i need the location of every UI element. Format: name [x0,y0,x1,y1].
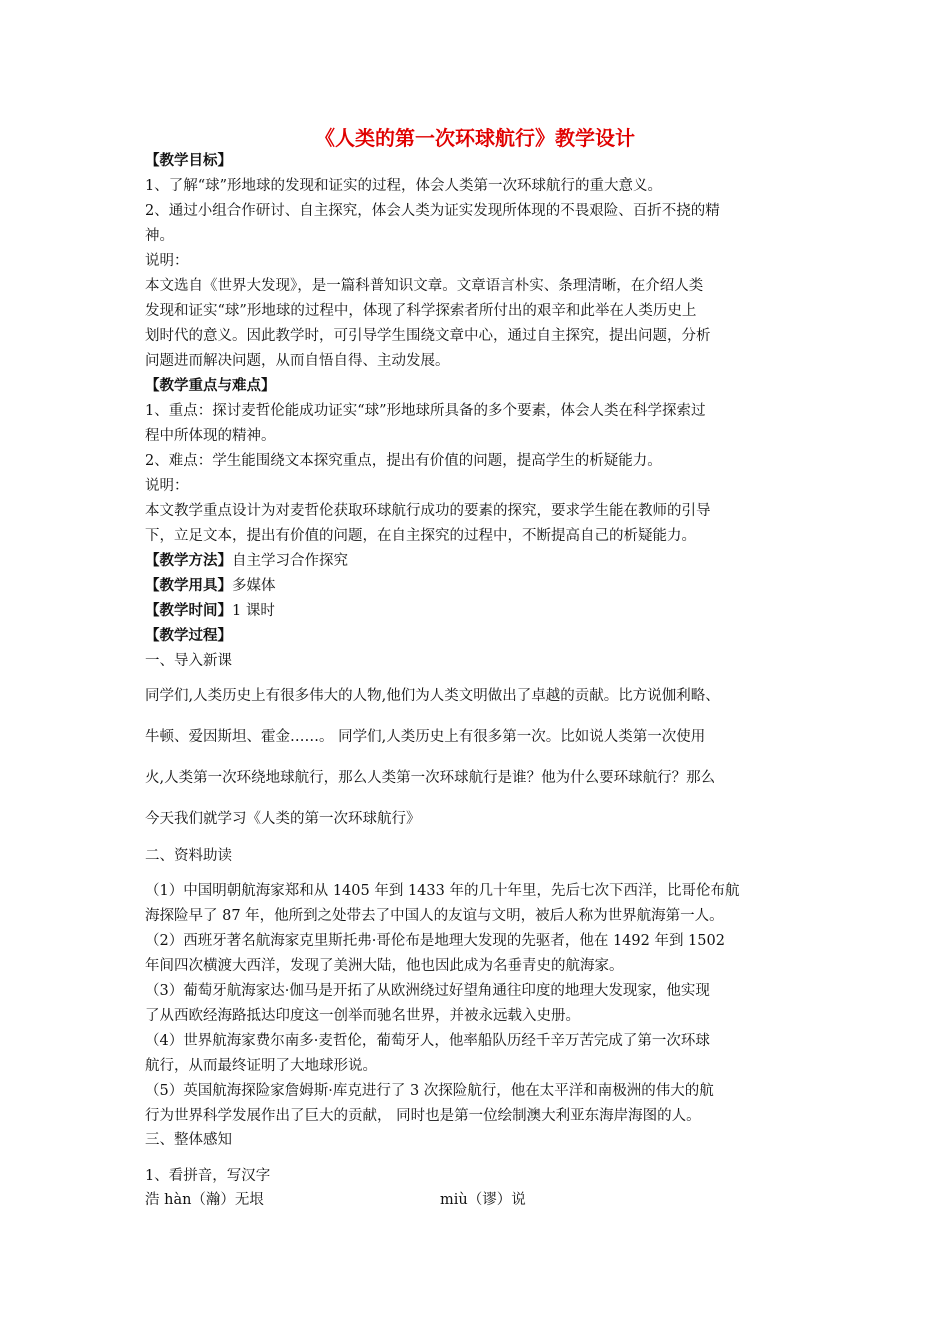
key-points-note-label: 说明： [145,478,189,494]
reading-3-line-2: 了从西欧经海路抵达印度这一创举而驰名世界，并被永远载入史册。 [145,1008,580,1024]
tools-label: 【教学用具】 [145,578,232,594]
goals-note-line-1: 本文选自《世界大发现》，是一篇科普知识文章。文章语言朴实、条理清晰，在介绍人类 [145,278,704,294]
page-title: 《人类的第一次环球航行》教学设计 [315,126,635,150]
goals-note-line-2: 发现和证实“球”形地球的过程中，体现了科学探索者所付出的艰辛和此举在人类历史上 [145,303,697,319]
reading-2-line-2: 年间四次横渡大西洋，发现了美洲大陆，他也因此成为名垂青史的航海家。 [145,958,624,974]
key-points-heading: 【教学重点与难点】 [145,378,276,394]
tools-line [145,576,276,596]
key-point-1-line-1: 1、重点：探讨麦哲伦能成功证实“球”形地球所具备的多个要素，体会人类在科学探索过 [145,403,706,419]
part1-line-2: 牛顿、爱因斯坦、霍金……。 同学们,人类历史上有很多第一次。比如说人类第一次使用 [145,729,706,745]
part1-heading: 一、导入新课 [145,653,232,669]
part1-line-4: 今天我们就学习《人类的第一次环球航行》 [145,811,421,827]
key-point-2: 2、难点：学生能围绕文本探究重点，提出有价值的问题，提高学生的析疑能力。 [145,453,662,469]
time-value: 1 课时 [232,603,275,619]
part1-line-1: 同学们,人类历史上有很多伟大的人物,他们为人类文明做出了卓越的贡献。比方说伽利略、 [145,688,720,704]
tools-value: 多媒体 [232,578,276,594]
reading-5-line-1: （5）英国航海探险家詹姆斯·库克进行了 3 次探险航行，他在太平洋和南极洲的伟大的航 [145,1083,714,1099]
reading-1-line-1: （1）中国明朝航海家郑和从 1405 年到 1433 年的几十年里，先后七次下西洋，比哥伦布航 [145,883,740,899]
key-point-1-line-2: 程中所体现的精神。 [145,428,276,444]
reading-1-line-2: 海探险早了 87 年，他所到之处带去了中国人的友谊与文明，被后人称为世界航海第一人。 [145,908,724,924]
key-points-note-line-2: 下，立足文本，提出有价值的问题，在自主探究的过程中，不断提高自己的析疑能力。 [145,528,696,544]
part2-heading: 二、资料助读 [145,848,232,864]
key-points-note-line-1: 本文教学重点设计为对麦哲伦获取环球航行成功的要素的探究，要求学生能在教师的引导 [145,503,711,519]
process-heading: 【教学过程】 [145,628,232,644]
part1-line-3: 火,人类第一次环绕地球航行，那么人类第一次环球航行是谁？他为什么要环球航行？那么 [145,770,716,786]
goal-item-1: 1、了解“球”形地球的发现和证实的过程，体会人类第一次环球航行的重大意义。 [145,178,663,194]
time-line [145,601,275,621]
goal-item-2-line-1: 2、通过小组合作研讨、自主探究，体会人类为证实发现所体现的不畏艰险、百折不挠的精 [145,203,720,219]
method-value: 自主学习合作探究 [232,553,348,569]
goals-note-line-4: 问题进而解决问题，从而自悟自得、主动发展。 [145,353,450,369]
goals-note-line-3: 划时代的意义。因此教学时，可引导学生围绕文章中心，通过自主探究，提出问题，分析 [145,328,711,344]
pinyin-word-1: 浩 hàn（瀚）无垠 [145,1192,264,1208]
reading-3-line-1: （3）葡萄牙航海家达·伽马是开拓了从欧洲绕过好望角通往印度的地理大发现家，他实现 [145,983,710,999]
reading-2-line-1: （2）西班牙著名航海家克里斯托弗·哥伦布是地理大发现的先驱者，他在 1492 年到 1502 [145,933,725,949]
goals-heading: 【教学目标】 [145,153,232,169]
reading-4-line-1: （4）世界航海家费尔南多·麦哲伦，葡萄牙人，他率船队历经千辛万苦完成了第一次环球 [145,1033,710,1049]
reading-4-line-2: 航行，从而最终证明了大地球形说。 [145,1058,377,1074]
exercise-1-heading: 1、看拼音，写汉字 [145,1168,271,1184]
method-label: 【教学方法】 [145,553,232,569]
reading-5-line-2: 行为世界科学发展作出了巨大的贡献， 同时也是第一位绘制澳大利亚东海岸海图的人。 [145,1108,701,1124]
pinyin-word-2: miù（谬）说 [440,1192,526,1208]
part3-heading: 三、整体感知 [145,1132,232,1148]
goals-note-label: 说明： [145,253,189,269]
goal-item-2-line-2: 神。 [145,228,174,244]
method-line [145,551,348,571]
time-label: 【教学时间】 [145,603,232,619]
